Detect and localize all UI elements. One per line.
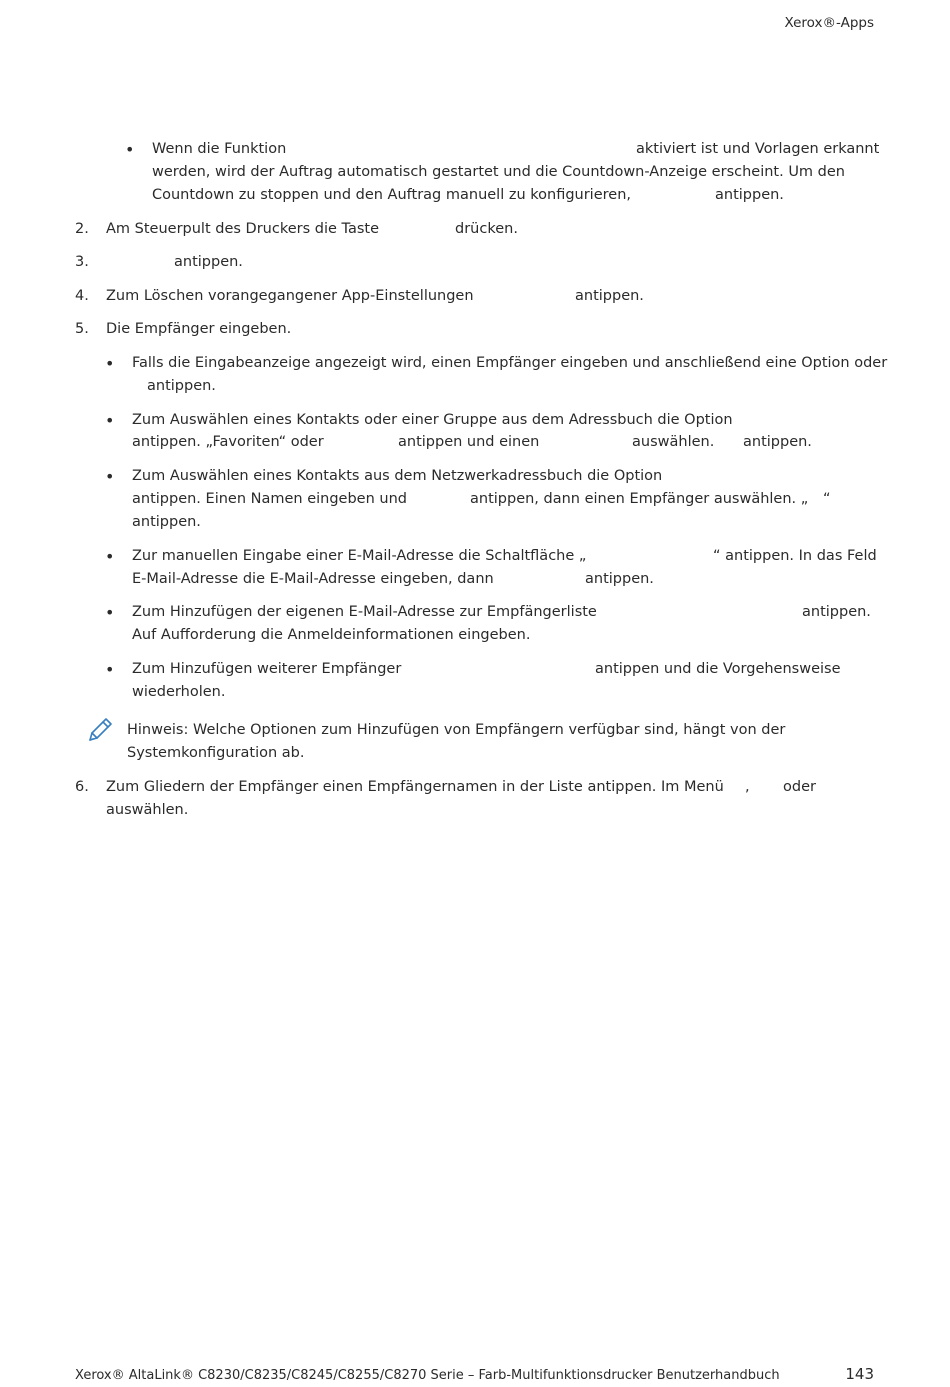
text-line: Falls die Eingabeanzeige angezeigt wird, einen Empfänger eingeben und anschließend eine Option oder bbox=[132, 355, 888, 371]
text-line: Am Steuerpult des Druckers die Taste bbox=[106, 221, 380, 237]
text-line: antippen, dann einen Empfänger auswählen. „ bbox=[470, 491, 809, 507]
bullet-marker: • bbox=[105, 547, 115, 566]
bullet-marker: • bbox=[105, 411, 115, 430]
text-line: antippen. bbox=[174, 254, 243, 270]
footer-title: Xerox® AltaLink® C8230/C8235/C8245/C8255/C8270 Serie – Farb-Multifunktionsdrucker Benutzerhandbuch bbox=[75, 1368, 780, 1383]
text-line: Zum Löschen vorangegangener App-Einstellungen bbox=[106, 288, 474, 304]
running-header: Xerox®-Apps bbox=[784, 15, 874, 31]
text-line: “ bbox=[823, 491, 831, 507]
text-line: 4. bbox=[75, 288, 89, 304]
text-line: Countdown zu stoppen und den Auftrag manuell zu konfigurieren, bbox=[152, 187, 631, 203]
text-line: antippen. bbox=[585, 571, 654, 587]
bullet-marker: • bbox=[105, 354, 115, 373]
text-line: Systemkonfiguration ab. bbox=[127, 745, 305, 761]
text-line: 3. bbox=[75, 254, 89, 270]
text-line: antippen und die Vorgehensweise bbox=[595, 661, 841, 677]
text-line: antippen. bbox=[132, 514, 201, 530]
text-line: antippen. „Favoriten“ oder bbox=[132, 434, 324, 450]
text-line: Zum Hinzufügen der eigenen E-Mail-Adresse zur Empfängerliste bbox=[132, 604, 597, 620]
text-line: Zum Auswählen eines Kontakts oder einer Gruppe aus dem Adressbuch die Option bbox=[132, 412, 733, 428]
text-line: Zum Gliedern der Empfänger einen Empfängernamen in der Liste antippen. Im Menü bbox=[106, 779, 724, 795]
bullet-marker: • bbox=[105, 603, 115, 622]
text-line: antippen. bbox=[147, 378, 216, 394]
bullet-marker: • bbox=[105, 660, 115, 679]
text-line: E-Mail-Adresse die E-Mail-Adresse eingeben, dann bbox=[132, 571, 494, 587]
page-number: 143 bbox=[845, 1365, 874, 1383]
text-line: 2. bbox=[75, 221, 89, 237]
bullet-marker: • bbox=[125, 140, 135, 159]
pencil-icon bbox=[86, 716, 114, 744]
text-line: werden, wird der Auftrag automatisch gestartet und die Countdown-Anzeige erscheint. Um den bbox=[152, 164, 845, 180]
text-line: 6. bbox=[75, 779, 89, 795]
bullet-marker: • bbox=[105, 467, 115, 486]
text-line: oder bbox=[783, 779, 816, 795]
text-line: antippen. bbox=[743, 434, 812, 450]
text-line: , bbox=[745, 779, 750, 795]
text-line: antippen. bbox=[575, 288, 644, 304]
text-line: Zum Hinzufügen weiterer Empfänger bbox=[132, 661, 402, 677]
text-line: Wenn die Funktion bbox=[152, 141, 287, 157]
text-line: Auf Aufforderung die Anmeldeinformationen eingeben. bbox=[132, 627, 531, 643]
text-line: Zur manuellen Eingabe einer E-Mail-Adresse die Schaltfläche „ bbox=[132, 548, 587, 564]
text-line: Zum Auswählen eines Kontakts aus dem Netzwerkadressbuch die Option bbox=[132, 468, 663, 484]
text-line: 5. bbox=[75, 321, 89, 337]
text-line: antippen. bbox=[715, 187, 784, 203]
text-line: Hinweis: Welche Optionen zum Hinzufügen von Empfängern verfügbar sind, hängt von der bbox=[127, 722, 786, 738]
text-line: antippen. Einen Namen eingeben und bbox=[132, 491, 407, 507]
text-line: wiederholen. bbox=[132, 684, 226, 700]
text-line: auswählen. bbox=[106, 802, 189, 818]
text-line: antippen. bbox=[802, 604, 871, 620]
text-line: aktiviert ist und Vorlagen erkannt bbox=[636, 141, 880, 157]
text-line: auswählen. bbox=[632, 434, 715, 450]
text-line: Die Empfänger eingeben. bbox=[106, 321, 292, 337]
text-line: “ antippen. In das Feld bbox=[713, 548, 877, 564]
text-line: drücken. bbox=[455, 221, 518, 237]
text-line: antippen und einen bbox=[398, 434, 540, 450]
